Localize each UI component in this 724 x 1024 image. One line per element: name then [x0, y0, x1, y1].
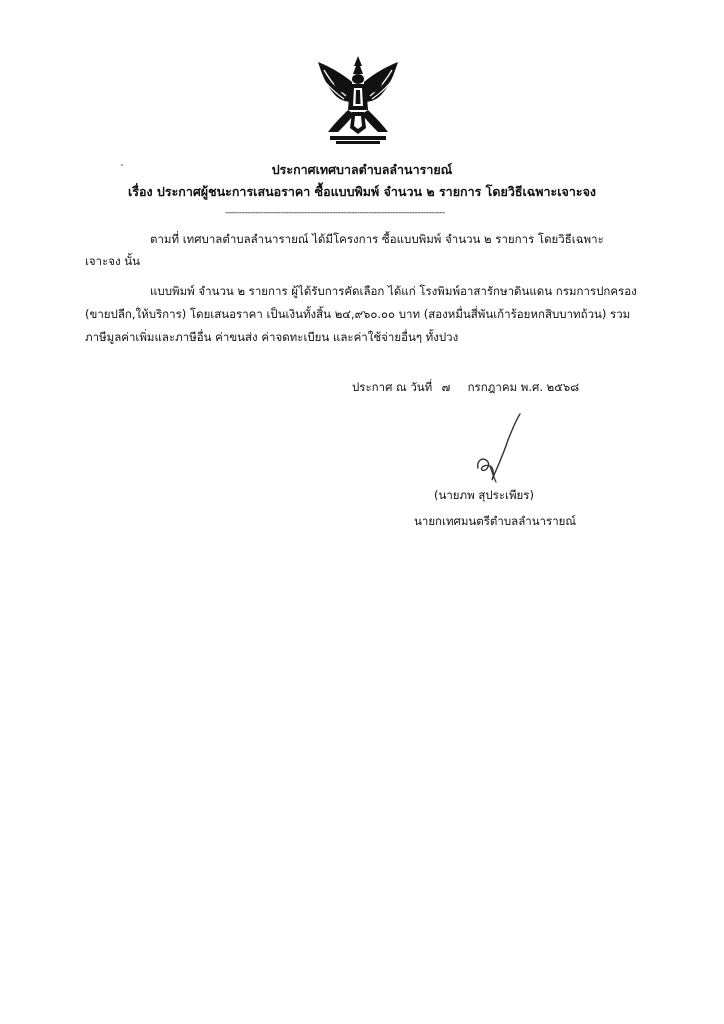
signatory-name: (นายภพ สุประเพียร)	[434, 488, 534, 502]
signatory-position: นายกเทศมนตรีตำบลลำนารายณ์	[414, 514, 577, 528]
announce-date-line	[352, 376, 579, 398]
paragraph-2-line-3: ภาษีมูลค่าเพิ่มและภาษีอื่น ค่าขนส่ง ค่าจดทะเบียน และค่าใช้จ่ายอื่นๆ ทั้งปวง	[85, 330, 459, 344]
signature-mark	[470, 410, 530, 490]
announcement-subject: เรื่อง ประกาศผู้ชนะการเสนอราคา ซื้อแบบพิมพ์ จำนวน ๒ รายการ โดยวิธีเฉพาะเจาะจง	[127, 184, 597, 199]
announce-month-year: กรกฎาคม พ.ศ. ๒๕๖๘	[467, 380, 580, 394]
paragraph-1-line-2: เจาะจง นั้น	[85, 254, 141, 268]
announce-prefix: ประกาศ ณ วันที่	[352, 380, 433, 394]
page-title: ประกาศเทศบาลตำบลลำนารายณ์	[271, 162, 453, 177]
announce-day: ๗	[441, 380, 451, 394]
title-separator: --------------------------------------------------------------------------------	[225, 208, 445, 218]
garuda-emblem-icon	[310, 52, 406, 148]
paragraph-1-line-1: ตามที่ เทศบาลตำบลลำนารายณ์ ได้มีโครงการ ซื้อแบบพิมพ์ จำนวน ๒ รายการ โดยวิธีเฉพาะ	[150, 232, 604, 246]
paragraph-2-line-2: (ขายปลีก,ให้บริการ) โดยเสนอราคา เป็นเงินทั้งสิ้น ๒๔,๙๖๐.๐๐ บาท (สองหมื่นสี่พันเก้าร้อยหกสิบบาทถ้วน) รวม	[85, 307, 631, 321]
paragraph-2-line-1: แบบพิมพ์ จำนวน ๒ รายการ ผู้ได้รับการคัดเลือก ได้แก่ โรงพิมพ์อาสารักษาดินแดน กรมการปกครอง	[150, 284, 637, 298]
